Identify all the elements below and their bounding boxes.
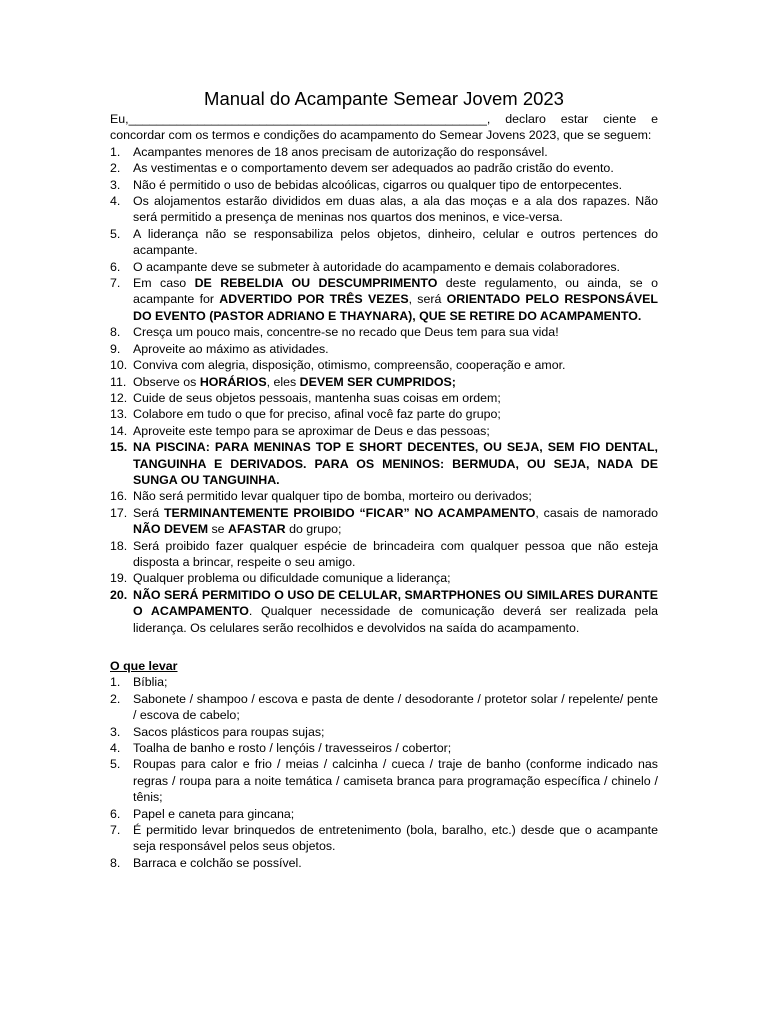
rule-text: Será proibido fazer qualquer espécie de brincadeira com qualquer pessoa que não esteja disposta a brincar, respeite o seu amigo. <box>133 538 658 569</box>
bring-text: Bíblia; <box>133 675 168 690</box>
rules-list <box>110 144 658 636</box>
intro-paragraph: Eu,____________________________________________________, declaro estar ciente e concordar com os termos e condições do acampamento do Semear Jovens 2023, que se seguem: <box>110 112 658 143</box>
bring-text: Sacos plásticos para roupas sujas; <box>133 724 325 739</box>
bring-number: 3. <box>110 724 121 739</box>
bring-number: 5. <box>110 757 121 772</box>
bring-number: 4. <box>110 741 121 756</box>
rule-text: Qualquer problema ou dificuldade comunique a liderança; <box>133 571 451 586</box>
bring-item <box>110 855 658 871</box>
bring-number: 6. <box>110 806 121 821</box>
rule-number: 4. <box>110 194 121 209</box>
rule-text: Cresça um pouco mais, concentre-se no recado que Deus tem para sua vida! <box>133 325 559 340</box>
rule-number: 12. <box>110 390 128 405</box>
bring-number: 1. <box>110 675 121 690</box>
rule-item <box>110 177 658 193</box>
rule-text: A liderança não se responsabiliza pelos objetos, dinheiro, celular e outros pertences do acampante. <box>133 226 658 258</box>
rule-number: 10. <box>110 358 128 373</box>
rule-text: Em caso <box>133 276 195 291</box>
bring-text: Sabonete / shampoo / escova e pasta de dente / desodorante / protetor solar / repelente/ pente / escova de cabelo; <box>133 691 658 723</box>
rule-item <box>110 488 658 504</box>
rule-item <box>110 406 658 422</box>
bring-text: Papel e caneta para gincana; <box>133 806 295 821</box>
rule-number: 9. <box>110 341 121 356</box>
what-to-bring-title: O que levar <box>110 659 178 673</box>
rule-text-bold: ADVERTIDO POR TRÊS VEZES <box>219 292 409 307</box>
rule-number: 5. <box>110 226 121 241</box>
rule-number: 16. <box>110 489 128 504</box>
rule-text: , será <box>408 292 447 307</box>
rule-number: 2. <box>110 161 121 176</box>
rule-item <box>110 160 658 176</box>
bring-item <box>110 674 658 690</box>
rule-number: 15. <box>110 440 128 455</box>
rule-text: , casais de namorado <box>535 505 658 520</box>
rule-text-bold: NÃO SERÁ PERMITIDO O USO DE CELULAR, SMARTPHONES OU SIMILARES DURANTE O ACAMPAMENTO <box>133 587 658 619</box>
rule-item <box>110 390 658 406</box>
rule-text: deste regulamento, ou ainda, se o acampante for <box>133 276 658 307</box>
rule-number: 19. <box>110 571 128 586</box>
rule-text: As vestimentas e o comportamento devem ser adequados ao padrão cristão do evento. <box>133 161 614 176</box>
rule-item <box>110 357 658 373</box>
rule-text: Colabore em tudo o que for preciso, afinal você faz parte do grupo; <box>133 407 501 422</box>
rule-text: . Qualquer necessidade de comunicação deverá ser realizada pela liderança. Os celulares serão recolhidos e devolvidos na saída do acampamento. <box>133 604 658 635</box>
rule-item <box>110 324 658 340</box>
rule-item <box>110 374 658 390</box>
rule-number: 3. <box>110 177 121 192</box>
rule-text-bold: AFASTAR <box>228 522 286 537</box>
bring-number: 2. <box>110 691 121 706</box>
bring-item <box>110 756 658 805</box>
bring-item <box>110 724 658 740</box>
rule-text: Será <box>133 505 164 520</box>
rule-number: 7. <box>110 276 121 291</box>
rule-number: 17. <box>110 505 128 520</box>
bring-text: Roupas para calor e frio / meias / calcinha / cueca / traje de banho (conforme indicado nas regras / roupa para a noite temática / camiseta branca para programação específica / chinelo / tênis; <box>133 757 658 805</box>
rule-text: Não será permitido levar qualquer tipo de bomba, morteiro ou derivados; <box>133 489 532 504</box>
rule-text-bold: TERMINANTEMENTE PROIBIDO “FICAR” NO ACAMPAMENTO <box>163 505 536 520</box>
rule-item <box>110 275 658 324</box>
document-title: Manual do Acampante Semear Jovem 2023 <box>204 88 564 109</box>
rule-item <box>110 587 658 636</box>
rule-text: Acampantes menores de 18 anos precisam de autorização do responsável. <box>133 144 548 159</box>
rule-text: Os alojamentos estarão divididos em duas alas, a ala das moças e a ala dos rapazes. Não será permitido a presença de meninas nos quartos dos meninos, e vice-versa. <box>133 194 658 225</box>
rule-text-bold: NÃO DEVEM <box>133 522 209 537</box>
rule-text: Observe os <box>133 374 200 389</box>
bring-item <box>110 740 658 756</box>
rule-text: , eles <box>266 374 300 389</box>
rule-item <box>110 144 658 160</box>
rule-number: 8. <box>110 325 121 340</box>
rule-item <box>110 193 658 226</box>
bring-text: Barraca e colchão se possível. <box>133 855 302 870</box>
document-body <box>110 88 658 871</box>
rule-item <box>110 439 658 488</box>
rule-item <box>110 341 658 357</box>
rule-number: 6. <box>110 259 121 274</box>
rule-text: Conviva com alegria, disposição, otimismo, compreensão, cooperação e amor. <box>133 358 566 373</box>
rule-text: se <box>208 522 229 537</box>
rule-number: 11. <box>110 374 127 389</box>
rule-text-bold: NA PISCINA: PARA MENINAS TOP E SHORT DECENTES, OU SEJA, SEM FIO DENTAL, TANGUINHA E DERIVADOS. PARA OS MENINOS: BERMUDA, OU SEJA, NADA DE SUNGA OU TANGUINHA. <box>133 440 658 487</box>
rule-number: 20. <box>110 587 128 602</box>
rule-text: do grupo; <box>285 522 342 537</box>
rule-text: Aproveite este tempo para se aproximar de Deus e das pessoas; <box>133 423 490 438</box>
rule-text-bold: ORIENTADO PELO RESPONSÁVEL DO EVENTO (PASTOR ADRIANO E THAYNARA), QUE SE RETIRE DO ACAMPAMENTO. <box>133 292 658 323</box>
rule-number: 14. <box>110 423 128 438</box>
rule-item <box>110 570 658 586</box>
bring-number: 8. <box>110 855 121 870</box>
rule-text: O acampante deve se submeter à autoridade do acampamento e demais colaboradores. <box>133 259 620 274</box>
rule-text-bold: HORÁRIOS <box>199 374 267 389</box>
rule-item <box>110 259 658 275</box>
rule-item <box>110 423 658 439</box>
bring-item <box>110 822 658 855</box>
rule-number: 18. <box>110 538 128 553</box>
bring-item <box>110 691 658 724</box>
what-to-bring-list <box>110 674 658 871</box>
rule-number: 13. <box>110 407 128 422</box>
bring-item <box>110 806 658 822</box>
rule-item <box>110 226 658 259</box>
rule-text-bold: DEVEM SER CUMPRIDOS; <box>299 374 456 389</box>
rule-text: Não é permitido o uso de bebidas alcoólicas, cigarros ou qualquer tipo de entorpecentes. <box>133 177 623 192</box>
rule-text-bold: DE REBELDIA OU DESCUMPRIMENTO <box>194 276 438 291</box>
rule-text: Aproveite ao máximo as atividades. <box>133 341 329 356</box>
bring-number: 7. <box>110 823 121 838</box>
bring-text: É permitido levar brinquedos de entretenimento (bola, baralho, etc.) desde que o acampante seja responsável pelos seus objetos. <box>133 823 658 854</box>
rule-text: Cuide de seus objetos pessoais, mantenha suas coisas em ordem; <box>133 390 501 405</box>
rule-item <box>110 505 658 538</box>
bring-text: Toalha de banho e rosto / lençóis / travesseiros / cobertor; <box>133 741 452 756</box>
rule-item <box>110 538 658 571</box>
rule-number: 1. <box>110 144 121 159</box>
